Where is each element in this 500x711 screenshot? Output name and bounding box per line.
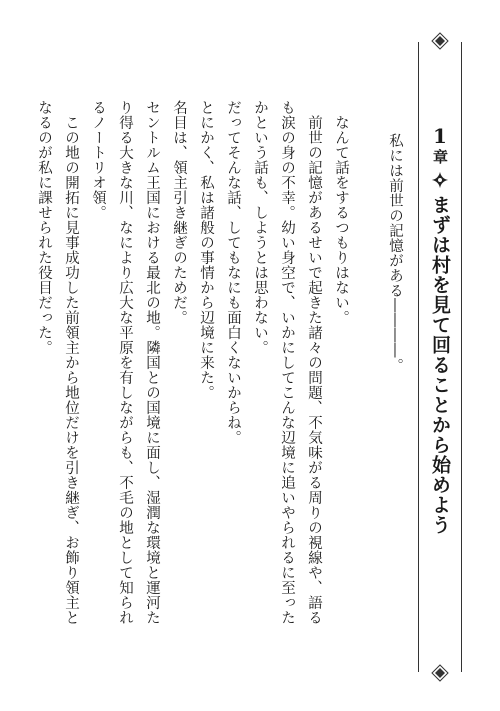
paragraph: 私には前世の記憶がある――――。 [387,132,403,373]
chapter-title-text: まずは村を見て回ることから始めよう [429,195,451,535]
paragraph [0,100,3,630]
chapter-label: 章 [431,149,449,165]
diamond-ornament-icon [432,33,448,49]
flower-ornament-icon [431,171,449,189]
chapter-heading-frame [418,42,462,672]
body-text [36,100,408,630]
paragraph: とにかく、私は諸般の事情から辺境に来た。 [198,100,214,400]
paragraph: だってそんな話、してもなにも面白くないからね。 [225,100,241,445]
paragraph: この地の開拓に見事成功した前領主から地位だけを引き継ぎ、お飾り領主となるのが私に課せられた役目だった。 [36,100,79,625]
blank-line [354,100,381,630]
paragraph: なんて話をするつもりはない。 [333,114,349,325]
paragraph: 名目は、領主引き継ぎのためだ。 [171,100,187,325]
diamond-ornament-icon [432,665,448,681]
chapter-title [419,124,461,535]
paragraph: 前世の記憶があるせいで起きた諸々の問題、不気味がる周りの視線や、語るも涙の身の不幸。幼い身空で、いかにしてこんな辺境に追いやられるに至ったかという話も、しようとは思わない。 [252,100,322,625]
chapter-number: 1 [428,124,452,149]
blank-line [3,100,30,630]
paragraph: セントルム王国における最北の地。隣国との国境に面し、湿潤な環境と運河たり得る大きな川、なにより広大な平原を有しながらも、不毛の地として知られるノートリオ領。 [90,100,160,625]
